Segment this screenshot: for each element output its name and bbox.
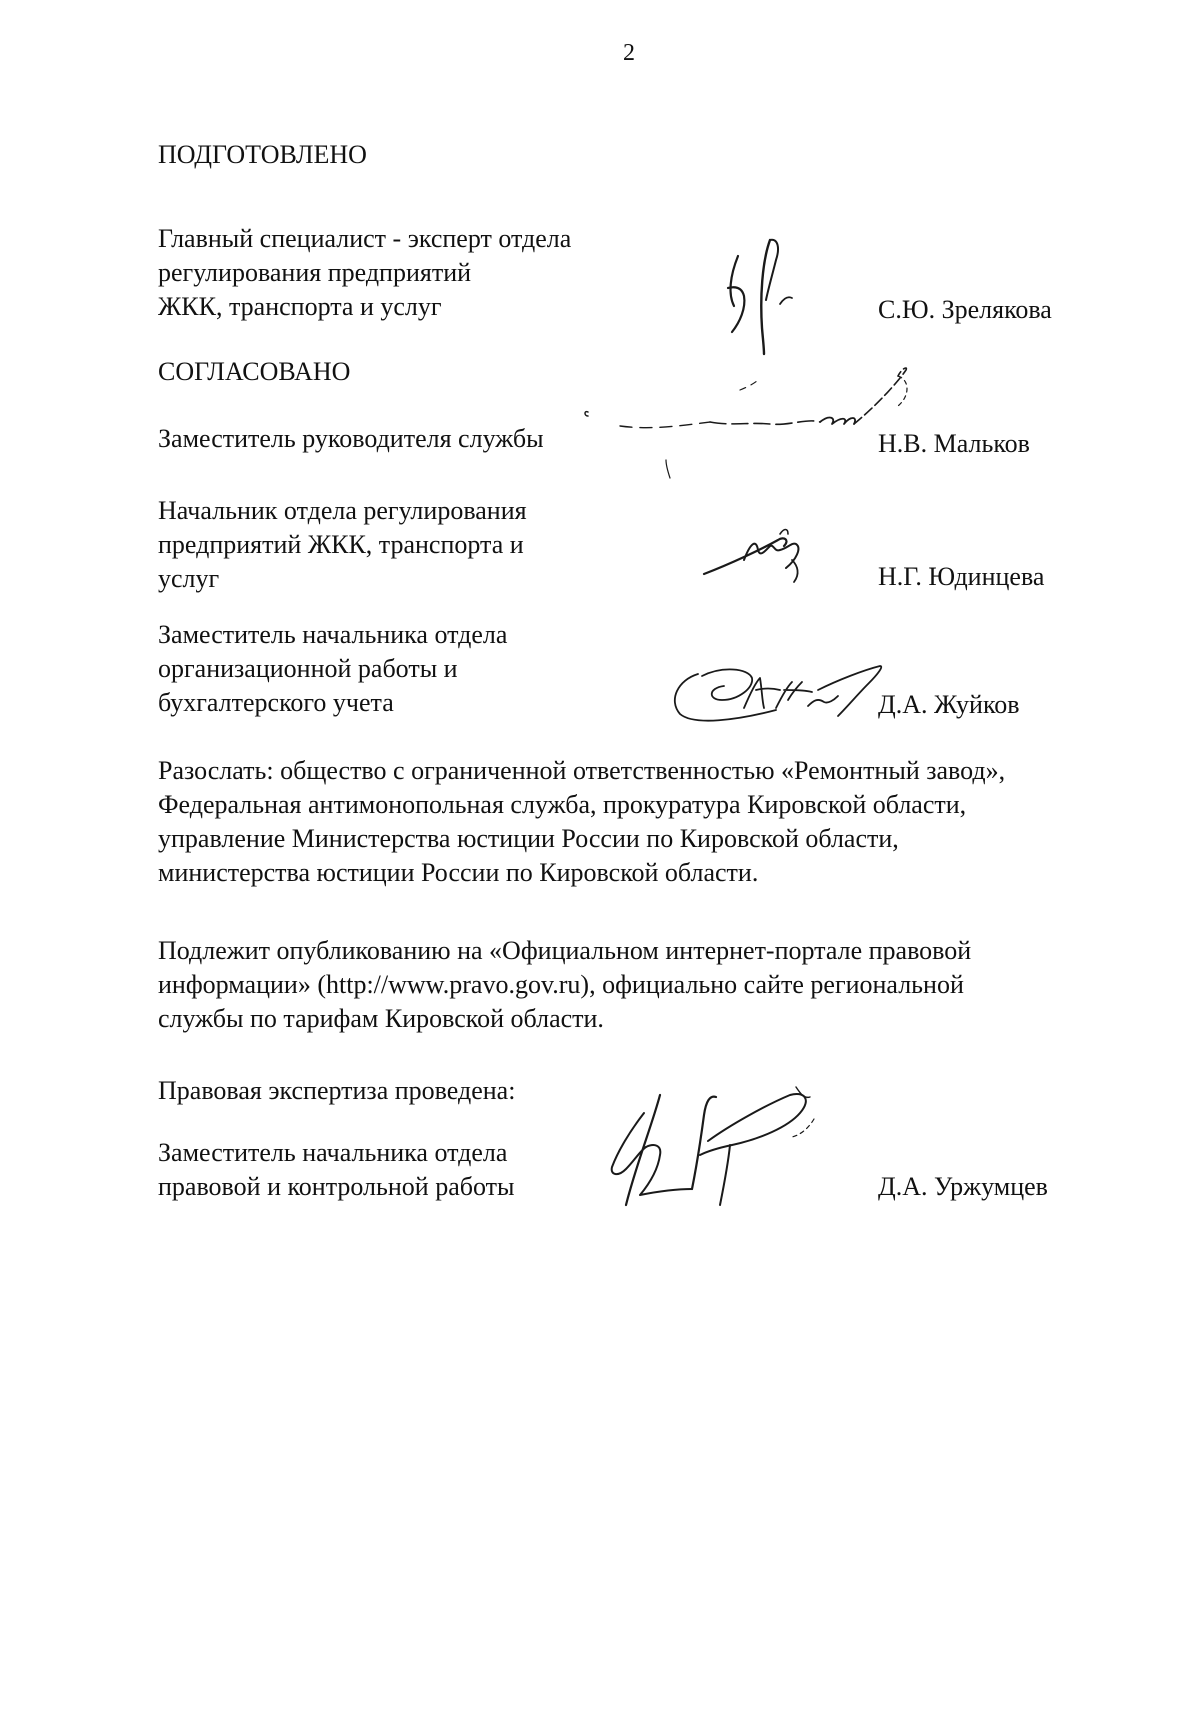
prepared-position-line-1: Главный специалист - эксперт отдела <box>158 224 572 253</box>
agreed-signer-2-position-line-3: услуг <box>158 564 220 593</box>
publication-line-3: службы по тарифам Кировской области. <box>158 1004 604 1033</box>
prepared-heading: ПОДГОТОВЛЕНО <box>158 140 367 169</box>
signature-urzhumtsev <box>600 1085 830 1215</box>
signature-zhuikov <box>668 660 888 730</box>
publication-line-2: информации» (http://www.pravo.gov.ru), официально сайте региональной <box>158 970 964 999</box>
agreed-signer-3-position-line-2: организационной работы и <box>158 654 458 683</box>
agreed-signer-3-position-line-1: Заместитель начальника отдела <box>158 620 508 649</box>
agreed-signer-1-name: Н.В. Мальков <box>878 429 1030 458</box>
distribution-line-1: Разослать: общество с ограниченной ответственностью «Ремонтный завод», <box>158 756 1006 785</box>
legal-review-heading: Правовая экспертиза проведена: <box>158 1076 516 1105</box>
distribution-line-2: Федеральная антимонопольная служба, прокуратура Кировской области, <box>158 790 967 819</box>
agreed-signer-2-name: Н.Г. Юдинцева <box>878 562 1045 591</box>
agreed-heading: СОГЛАСОВАНО <box>158 357 351 386</box>
signature-malkov <box>580 360 920 490</box>
agreed-signer-1-position-line-1: Заместитель руководителя службы <box>158 424 544 453</box>
distribution-line-3: управление Министерства юстиции России по Кировской области, <box>158 824 899 853</box>
prepared-position-line-3: ЖКК, транспорта и услуг <box>158 292 442 321</box>
prepared-position-line-2: регулирования предприятий <box>158 258 472 287</box>
page-number: 2 <box>623 40 635 66</box>
agreed-signer-3-position-line-3: бухгалтерского учета <box>158 688 394 717</box>
publication-line-1: Подлежит опубликованию на «Официальном интернет-портале правовой <box>158 936 972 965</box>
legal-review-position-line-1: Заместитель начальника отдела <box>158 1138 508 1167</box>
signature-zrelyakova <box>720 236 800 356</box>
agreed-signer-2-position-line-2: предприятий ЖКК, транспорта и <box>158 530 524 559</box>
agreed-signer-2-position-line-1: Начальник отдела регулирования <box>158 496 527 525</box>
prepared-signer-name: С.Ю. Зрелякова <box>878 295 1052 324</box>
signature-yudintseva <box>700 520 820 590</box>
distribution-line-4: министерства юстиции России по Кировской области. <box>158 858 759 887</box>
agreed-signer-3-name: Д.А. Жуйков <box>878 690 1020 719</box>
legal-review-signer-name: Д.А. Уржумцев <box>878 1172 1048 1201</box>
legal-review-position-line-2: правовой и контрольной работы <box>158 1172 515 1201</box>
